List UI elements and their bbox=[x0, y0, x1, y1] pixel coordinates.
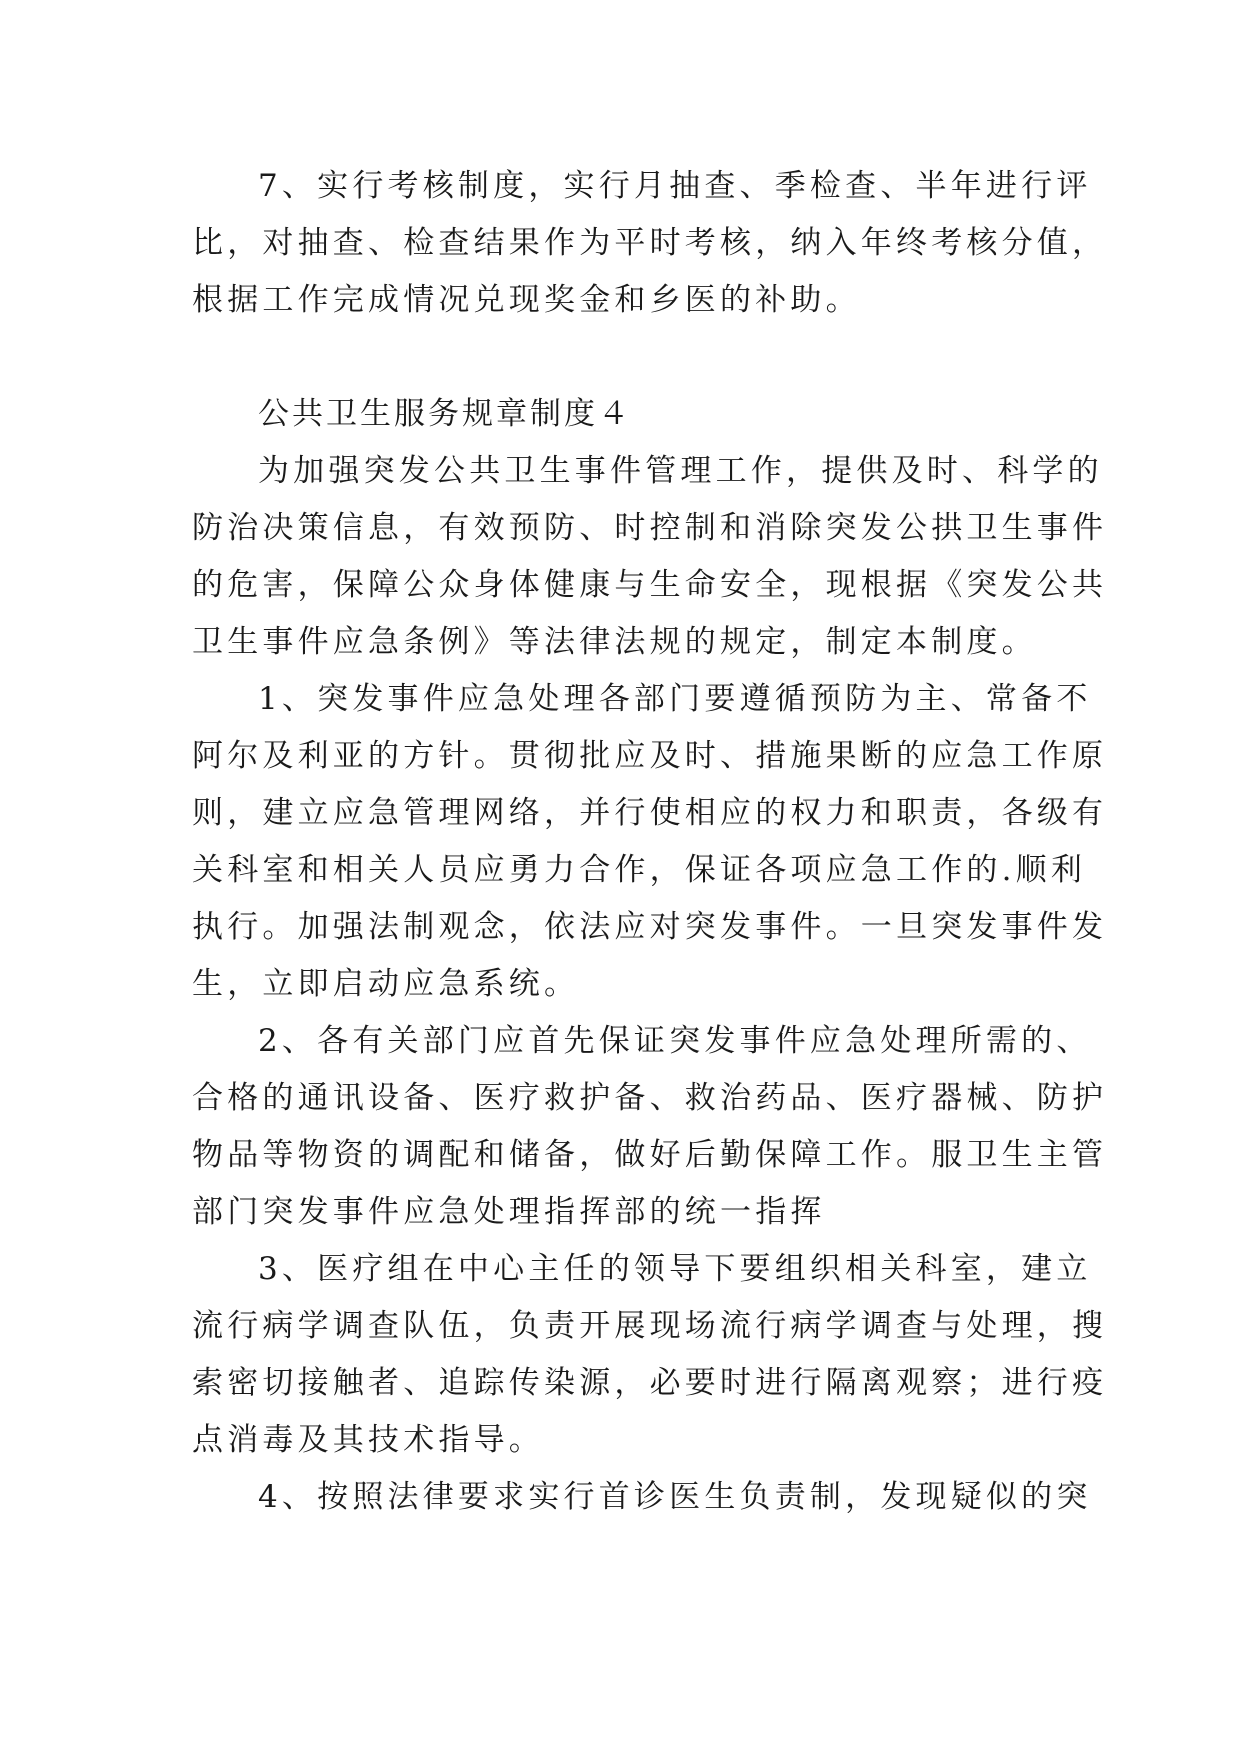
text-line: 比，对抽查、检查结果作为平时考核，纳入年终考核分值， bbox=[192, 225, 1108, 261]
section-heading: 公共卫生服务规章制度４ bbox=[258, 396, 632, 432]
text-line: 防治决策信息，有效预防、时控制和消除突发公拱卫生事件 bbox=[192, 510, 1108, 546]
text-line: 执行。加强法制观念，依法应对突发事件。一旦突发事件发 bbox=[192, 909, 1108, 945]
text-line: 阿尔及利亚的方针。贯彻批应及时、措施果断的应急工作原 bbox=[192, 738, 1108, 774]
text-line: 合格的通讯设备、医疗救护备、救治药品、医疗器械、防护 bbox=[192, 1080, 1108, 1116]
text-line: 生，立即启动应急系统。 bbox=[192, 966, 580, 1002]
text-line: 7、实行考核制度，实行月抽查、季检查、半年进行评 bbox=[258, 168, 1092, 204]
text-line: 为加强突发公共卫生事件管理工作，提供及时、科学的 bbox=[258, 453, 1103, 489]
text-line: 4、按照法律要求实行首诊医生负责制，发现疑似的突 bbox=[258, 1479, 1092, 1515]
text-line: 卫生事件应急条例》等法律法规的规定，制定本制度。 bbox=[192, 624, 1037, 660]
text-line: 关科室和相关人员应勇力合作，保证各项应急工作的.顺利 bbox=[192, 852, 1087, 888]
text-line: 流行病学调查队伍，负责开展现场流行病学调查与处理，搜 bbox=[192, 1308, 1108, 1344]
text-line: 物品等物资的调配和储备，做好后勤保障工作。服卫生主管 bbox=[192, 1137, 1108, 1173]
text-line: 3、医疗组在中心主任的领导下要组织相关科室，建立 bbox=[258, 1251, 1092, 1287]
text-line: 的危害，保障公众身体健康与生命安全，现根据《突发公共 bbox=[192, 567, 1108, 603]
text-line: 索密切接触者、追踪传染源，必要时进行隔离观察；进行疫 bbox=[192, 1365, 1108, 1401]
text-line: 1、突发事件应急处理各部门要遵循预防为主、常备不 bbox=[258, 681, 1092, 717]
text-line: 则，建立应急管理网络，并行使相应的权力和职责，各级有 bbox=[192, 795, 1108, 831]
text-line: 根据工作完成情况兑现奖金和乡医的补助。 bbox=[192, 282, 861, 318]
text-line: 部门突发事件应急处理指挥部的统一指挥 bbox=[192, 1194, 826, 1230]
text-line: 点消毒及其技术指导。 bbox=[192, 1422, 544, 1458]
text-line: 2、各有关部门应首先保证突发事件应急处理所需的、 bbox=[258, 1023, 1092, 1059]
